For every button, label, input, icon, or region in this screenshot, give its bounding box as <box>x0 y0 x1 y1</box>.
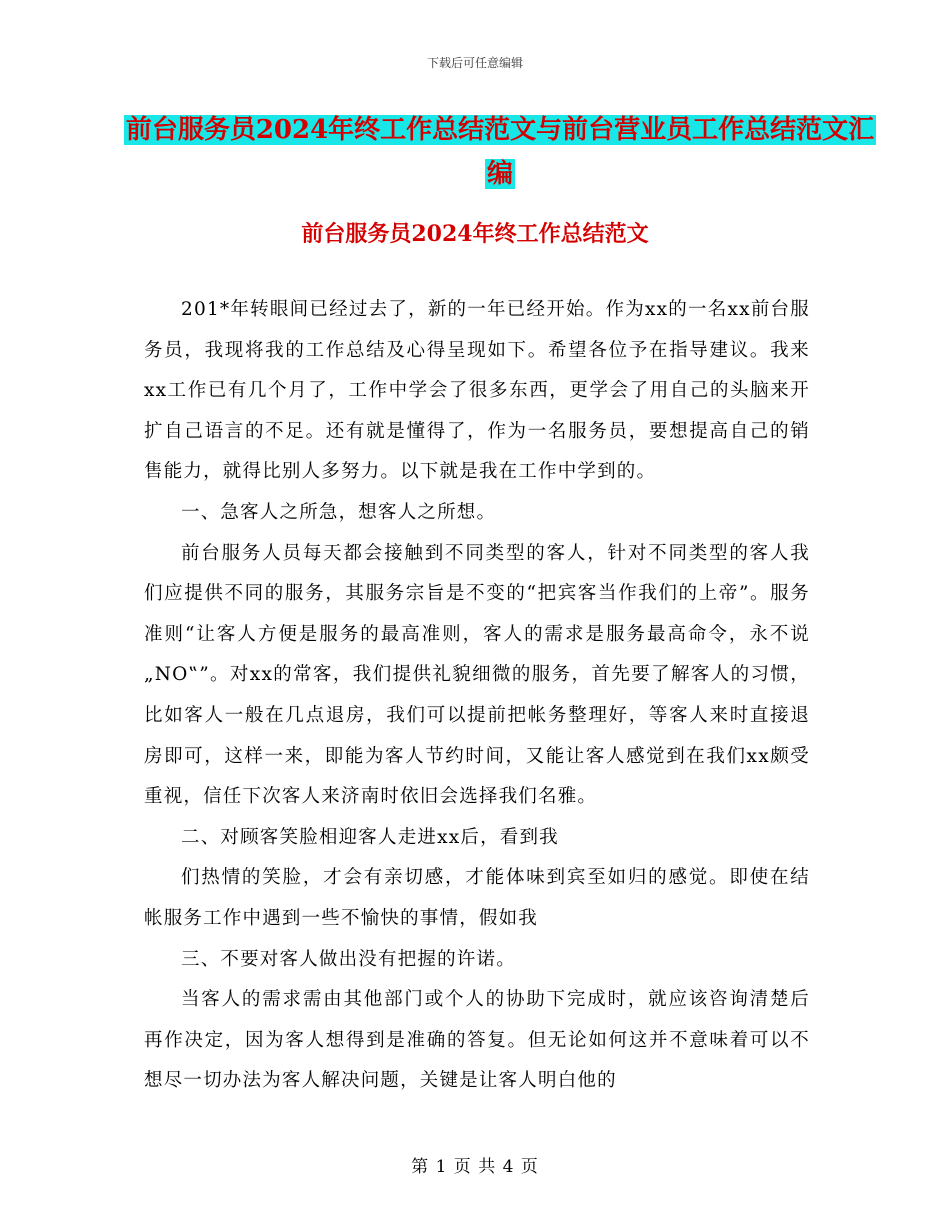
paragraph-heading-2: 二、对顾客笑脸相迎客人走进xx后，看到我 <box>181 826 559 848</box>
body-text <box>144 290 810 1102</box>
page-footer: 第 1 页 共 4 页 <box>411 1157 539 1177</box>
document-title-text: 前台服务员2024年终工作总结范文与前台营业员工作总结范文汇编 <box>125 115 875 189</box>
paragraph-heading-3: 三、不要对客人做出没有把握的许诺。 <box>181 948 516 970</box>
paragraph-promise: 当客人的需求需由其他部门或个人的协助下完成时，就应该咨询清楚后再作决定，因为客人想得到是准确的答复。但无论如何这并不意味着可以不想尽一切办法为客人解决问题，关键是让客人明白他的 <box>144 989 810 1092</box>
document-title <box>120 108 880 196</box>
paragraph-smile: 们热情的笑脸，才会有亲切感，才能体味到宾至如归的感觉。即使在结帐服务工作中遇到一些不愉快的事情，假如我 <box>144 867 810 929</box>
paragraph-service: 前台服务人员每天都会接触到不同类型的客人，针对不同类型的客人我们应提供不同的服务，其服务宗旨是不变的“把宾客当作我们的上帝”。服务准则“让客人方便是服务的最高准则，客人的需求是服务最高命令，永不说„NO‟”。对xx的常客，我们提供礼貌细微的服务，首先要了解客人的习惯，比如客人一般在几点退房，我们可以提前把帐务整理好，等客人来时直接退房即可，这样一来，即能为客人节约时间，又能让客人感觉到在我们xx颇受重视，信任下次客人来济南时依旧会选择我们名雅。 <box>144 542 810 808</box>
paragraph-intro: 201*年转眼间已经过去了，新的一年已经开始。作为xx的一名xx前台服务员，我现将我的工作总结及心得呈现如下。希望各位予在指导建议。我来xx工作已有几个月了，工作中学会了很多东西，更学会了用自己的头脑来开扩自己语言的不足。还有就是懂得了，作为一名服务员，要想提高自己的销售能力，就得比别人多努力。以下就是我在工作中学到的。 <box>144 299 810 483</box>
page-header-note: 下载后可任意编辑 <box>426 56 523 70</box>
paragraph-heading-1: 一、急客人之所急，想客人之所想。 <box>181 501 497 523</box>
section-title: 前台服务员2024年终工作总结范文 <box>301 221 649 247</box>
